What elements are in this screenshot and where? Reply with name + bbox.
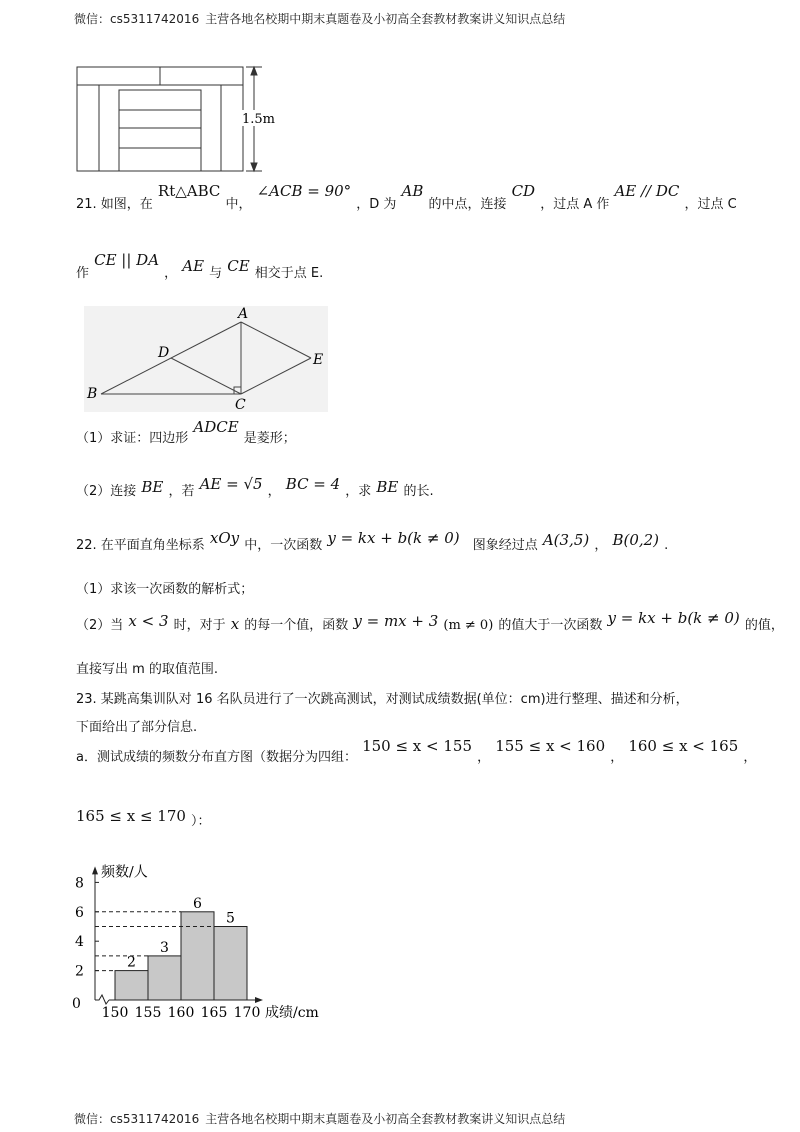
q22-mid: 中，一次函数 bbox=[244, 538, 323, 553]
q23-group1: 150 ≤ x < 155 bbox=[362, 737, 472, 755]
q22-comma: ， bbox=[594, 538, 608, 553]
q21-ce: CE bbox=[227, 257, 250, 275]
q21-adce: ADCE bbox=[193, 418, 239, 436]
q22-point-a: A(3,5) bbox=[542, 531, 590, 549]
q22-p2-c: 的每一个值，函数 bbox=[244, 618, 349, 633]
q22-p2-b: 时，对于 bbox=[173, 618, 226, 633]
q21-bc-eq: BC = 4 bbox=[285, 475, 341, 493]
q23-a-line bbox=[76, 737, 757, 765]
q21-cd: CD bbox=[511, 182, 536, 200]
q22-func2: y = mx + 3 bbox=[353, 612, 439, 630]
x-tick-label: 150 bbox=[101, 1005, 129, 1021]
rhombus-figure bbox=[84, 306, 328, 412]
footer-desc: 主营各地名校期中期末真题卷及小初高全套教材教案讲义知识点总结 bbox=[205, 1112, 566, 1126]
bar-value-label: 6 bbox=[193, 895, 202, 912]
q23-line1: 23. 某跳高集训队对 16 名队员进行了一次跳高测试，对测试成绩数据(单位：cm)进行整理、描述和分析， bbox=[76, 692, 689, 707]
page-header bbox=[74, 10, 571, 27]
q21-comma: ， bbox=[164, 266, 178, 281]
q21-through-a: ，过点 A 作 bbox=[540, 197, 610, 212]
y-tick-label: 8 bbox=[75, 875, 84, 892]
q21-ce-da: CE || DA bbox=[94, 251, 160, 269]
q22-point-b: B(0,2) bbox=[612, 531, 660, 549]
q22-p2-d: 的值大于一次函数 bbox=[498, 618, 603, 633]
q21-be2: BE bbox=[376, 478, 399, 496]
x-tick-label: 165 bbox=[200, 1005, 228, 1021]
x-tick-label: 170 bbox=[233, 1005, 261, 1021]
q21-angle: ∠ACB = 90° bbox=[256, 182, 352, 200]
q22-cond: x < 3 bbox=[128, 612, 169, 630]
point-a: A bbox=[238, 306, 249, 322]
q22-pre: 22. 在平面直角坐标系 bbox=[76, 538, 205, 553]
q22-part2-cont: 直接写出 m 的取值范围. bbox=[76, 662, 219, 677]
q21-d: ，D 为 bbox=[356, 197, 397, 212]
header-wechat: 微信：cs5311742016 bbox=[74, 12, 200, 26]
q21-part1 bbox=[76, 418, 296, 446]
q21-line2 bbox=[76, 251, 324, 281]
frequency-histogram bbox=[60, 848, 360, 1028]
q23-sep2: ， bbox=[610, 750, 624, 765]
q22-part2 bbox=[76, 609, 784, 633]
point-b: B bbox=[87, 386, 98, 402]
y-tick-label: 2 bbox=[75, 963, 84, 980]
point-d: D bbox=[158, 345, 170, 361]
point-e: E bbox=[313, 352, 324, 368]
y-axis-arrow bbox=[92, 866, 98, 874]
q21-line1 bbox=[76, 182, 737, 212]
x-axis-label: 成绩/cm bbox=[265, 1005, 319, 1021]
q21-p1-pre: （1）求证：四边形 bbox=[76, 431, 189, 446]
y-axis-label: 频数/人 bbox=[101, 864, 148, 881]
q21-yu: 与 bbox=[209, 266, 223, 281]
q22-func3: y = kx + b(k ≠ 0) bbox=[607, 609, 740, 627]
q23-line2: 下面给出了部分信息. bbox=[76, 720, 198, 735]
point-c: C bbox=[235, 397, 246, 412]
q21-p1-post: 是菱形； bbox=[243, 431, 296, 446]
q21-part2 bbox=[76, 475, 434, 499]
q21-num: 21. 如图，在 bbox=[76, 197, 153, 212]
q23-a-line2 bbox=[76, 807, 211, 829]
x-axis-break bbox=[95, 995, 109, 1004]
footer-wechat: 微信：cs5311742016 bbox=[74, 1112, 200, 1126]
histogram-bar bbox=[181, 912, 214, 1000]
y-tick-label: 4 bbox=[75, 934, 84, 951]
q23-group3: 160 ≤ x < 165 bbox=[628, 737, 739, 755]
q21-through-c: ，过点 C bbox=[684, 197, 737, 212]
q21-ae: AE bbox=[182, 257, 205, 275]
window-frame-figure bbox=[72, 60, 292, 176]
q22-xoy: xOy bbox=[209, 529, 240, 547]
q21-intersect: 相交于点 E. bbox=[254, 266, 324, 281]
q23-close: ）： bbox=[191, 814, 211, 829]
y-tick-label: 6 bbox=[75, 904, 84, 921]
q22-x: x bbox=[230, 615, 240, 633]
header-desc: 主营各地名校期中期末真题卷及小初高全套教材教案讲义知识点总结 bbox=[205, 12, 566, 26]
page-footer bbox=[74, 1110, 571, 1127]
height-label: 1.5m bbox=[242, 112, 276, 127]
q21-ruo: ，若 bbox=[168, 484, 195, 499]
q22-line1 bbox=[76, 529, 669, 553]
x-tick-label: 160 bbox=[167, 1005, 195, 1021]
q22-through: 图象经过点 bbox=[472, 538, 538, 553]
q21-rt: Rt△ABC bbox=[157, 182, 221, 200]
q23-group4: 165 ≤ x ≤ 170 bbox=[76, 807, 186, 825]
q22-func: y = kx + b(k ≠ 0) bbox=[327, 529, 460, 547]
bar-value-label: 5 bbox=[226, 910, 235, 927]
q21-p2-pre: （2）连接 bbox=[76, 484, 137, 499]
q21-zuo: 作 bbox=[76, 266, 90, 281]
q21-be: BE bbox=[141, 478, 164, 496]
x-tick-label: 155 bbox=[134, 1005, 162, 1021]
histogram-bar bbox=[148, 956, 181, 1000]
histogram-bar bbox=[115, 971, 148, 1000]
q21-zhong: 中， bbox=[225, 197, 252, 212]
q23-sep3: ， bbox=[743, 750, 757, 765]
q21-ae-eq: AE = √5 bbox=[199, 475, 263, 493]
q23-a-pre: a．测试成绩的频数分布直方图（数据分为四组： bbox=[76, 750, 357, 765]
q22-p2-e: 的值， bbox=[744, 618, 784, 633]
q21-mid: 的中点，连接 bbox=[428, 197, 507, 212]
x-axis-arrow bbox=[255, 997, 263, 1003]
q22-p2-a: （2）当 bbox=[76, 618, 124, 633]
bar-value-label: 3 bbox=[160, 939, 169, 956]
q23-sep1: ， bbox=[477, 750, 491, 765]
q21-qiu: ，求 bbox=[345, 484, 372, 499]
q22-dot: . bbox=[664, 538, 669, 553]
q22-part1: （1）求该一次函数的解析式； bbox=[76, 582, 254, 597]
y-tick-label: 0 bbox=[72, 996, 81, 1012]
histogram-bar bbox=[214, 927, 247, 1001]
bar-value-label: 2 bbox=[127, 954, 136, 971]
q21-ae-dc: AE // DC bbox=[614, 182, 680, 200]
q21-comma2: ， bbox=[267, 484, 281, 499]
q23-group2: 155 ≤ x < 160 bbox=[495, 737, 606, 755]
q21-de-chang: 的长. bbox=[403, 484, 434, 499]
q21-ab: AB bbox=[401, 182, 424, 200]
q22-mne: (m ≠ 0) bbox=[443, 618, 494, 633]
